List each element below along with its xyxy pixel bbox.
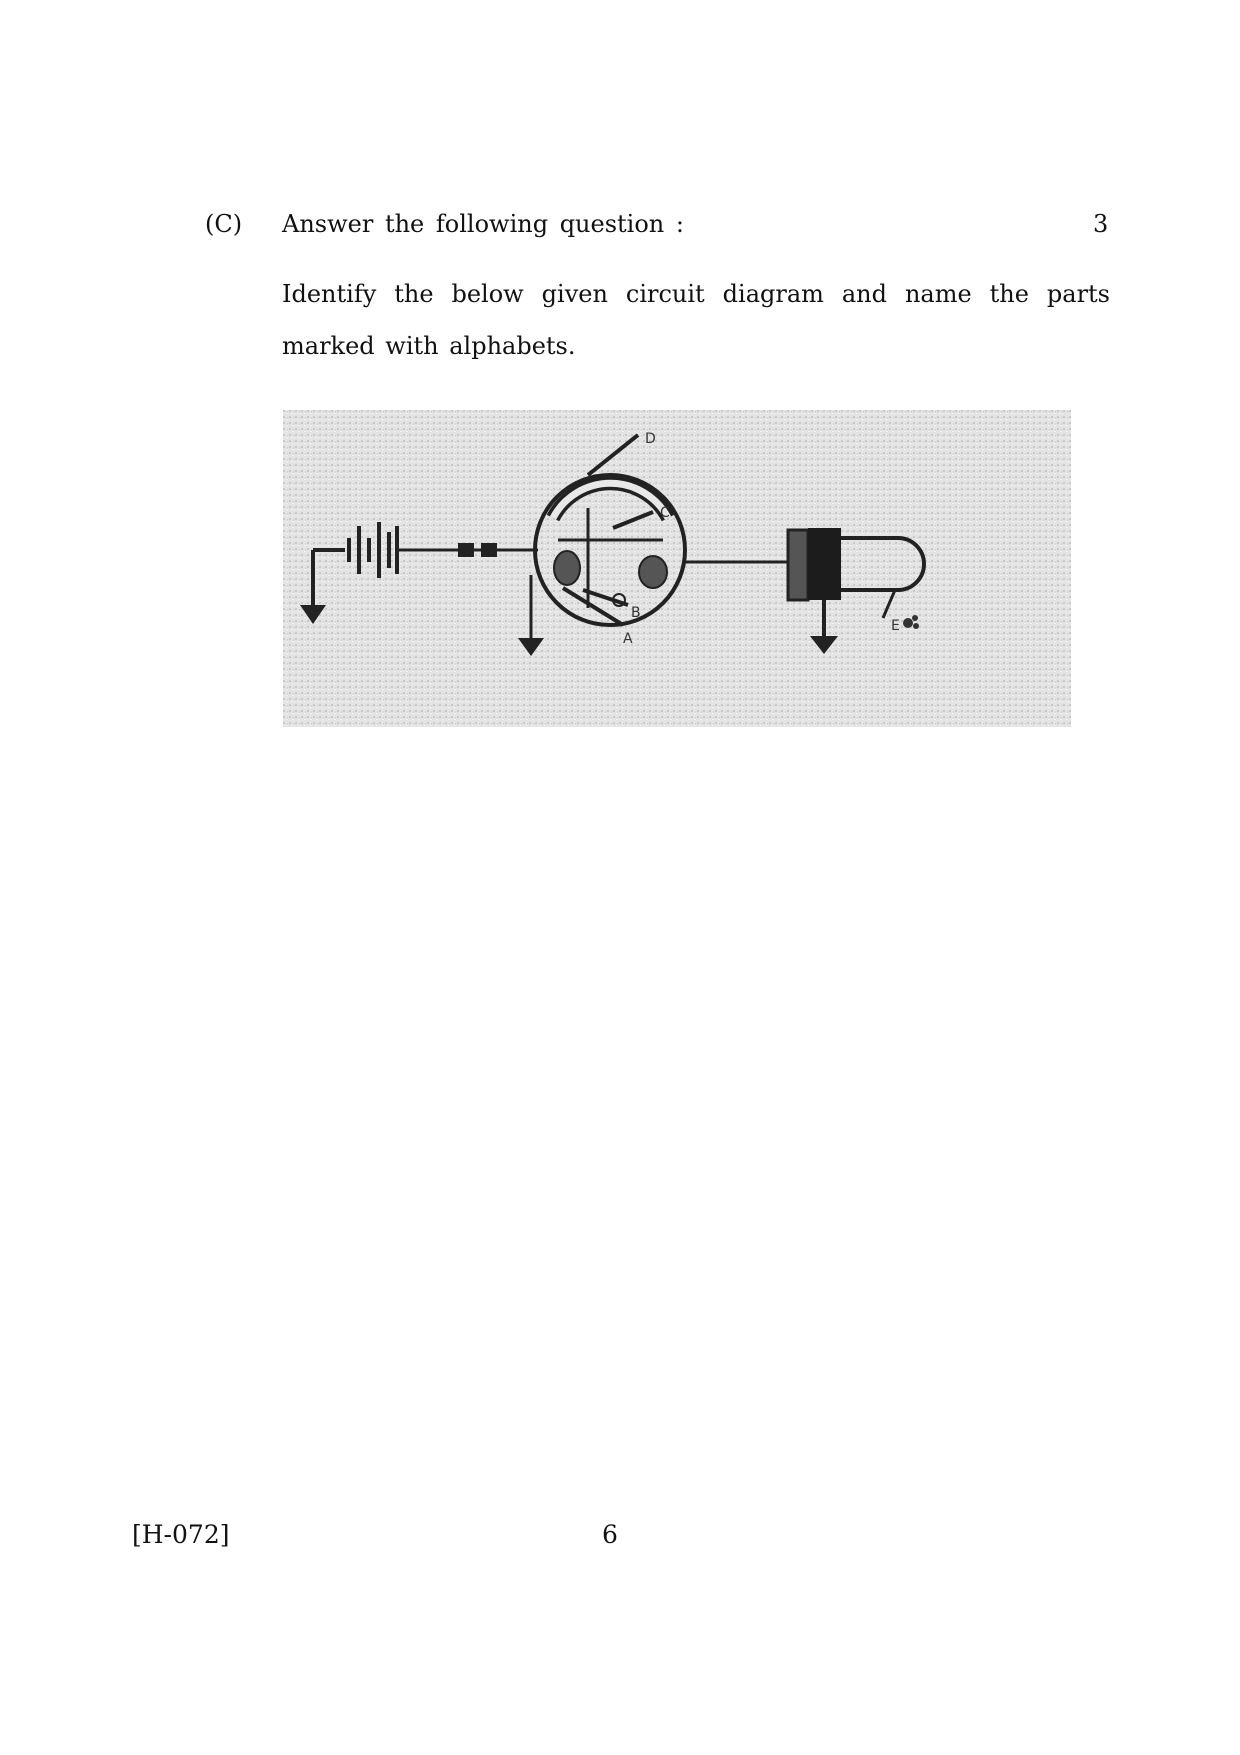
diagram-background bbox=[283, 410, 1071, 727]
question-heading: Answer the following question : bbox=[282, 210, 684, 238]
page-number: 6 bbox=[602, 1520, 618, 1549]
contact-coil-left bbox=[554, 551, 580, 585]
label-d: D bbox=[645, 431, 656, 447]
label-e: E bbox=[891, 618, 900, 634]
label-c: C bbox=[660, 505, 670, 521]
label-b: B bbox=[631, 605, 641, 621]
label-a: A bbox=[623, 631, 633, 647]
circuit-diagram bbox=[283, 410, 1071, 727]
question-marks: 3 bbox=[1093, 210, 1109, 238]
contact-coil-right bbox=[639, 556, 667, 588]
question-body: Identify the below given circuit diagram and name the parts marked with alphabets. bbox=[282, 280, 1110, 360]
question-label: (C) bbox=[205, 210, 243, 238]
paper-code: [H-072] bbox=[132, 1520, 230, 1549]
